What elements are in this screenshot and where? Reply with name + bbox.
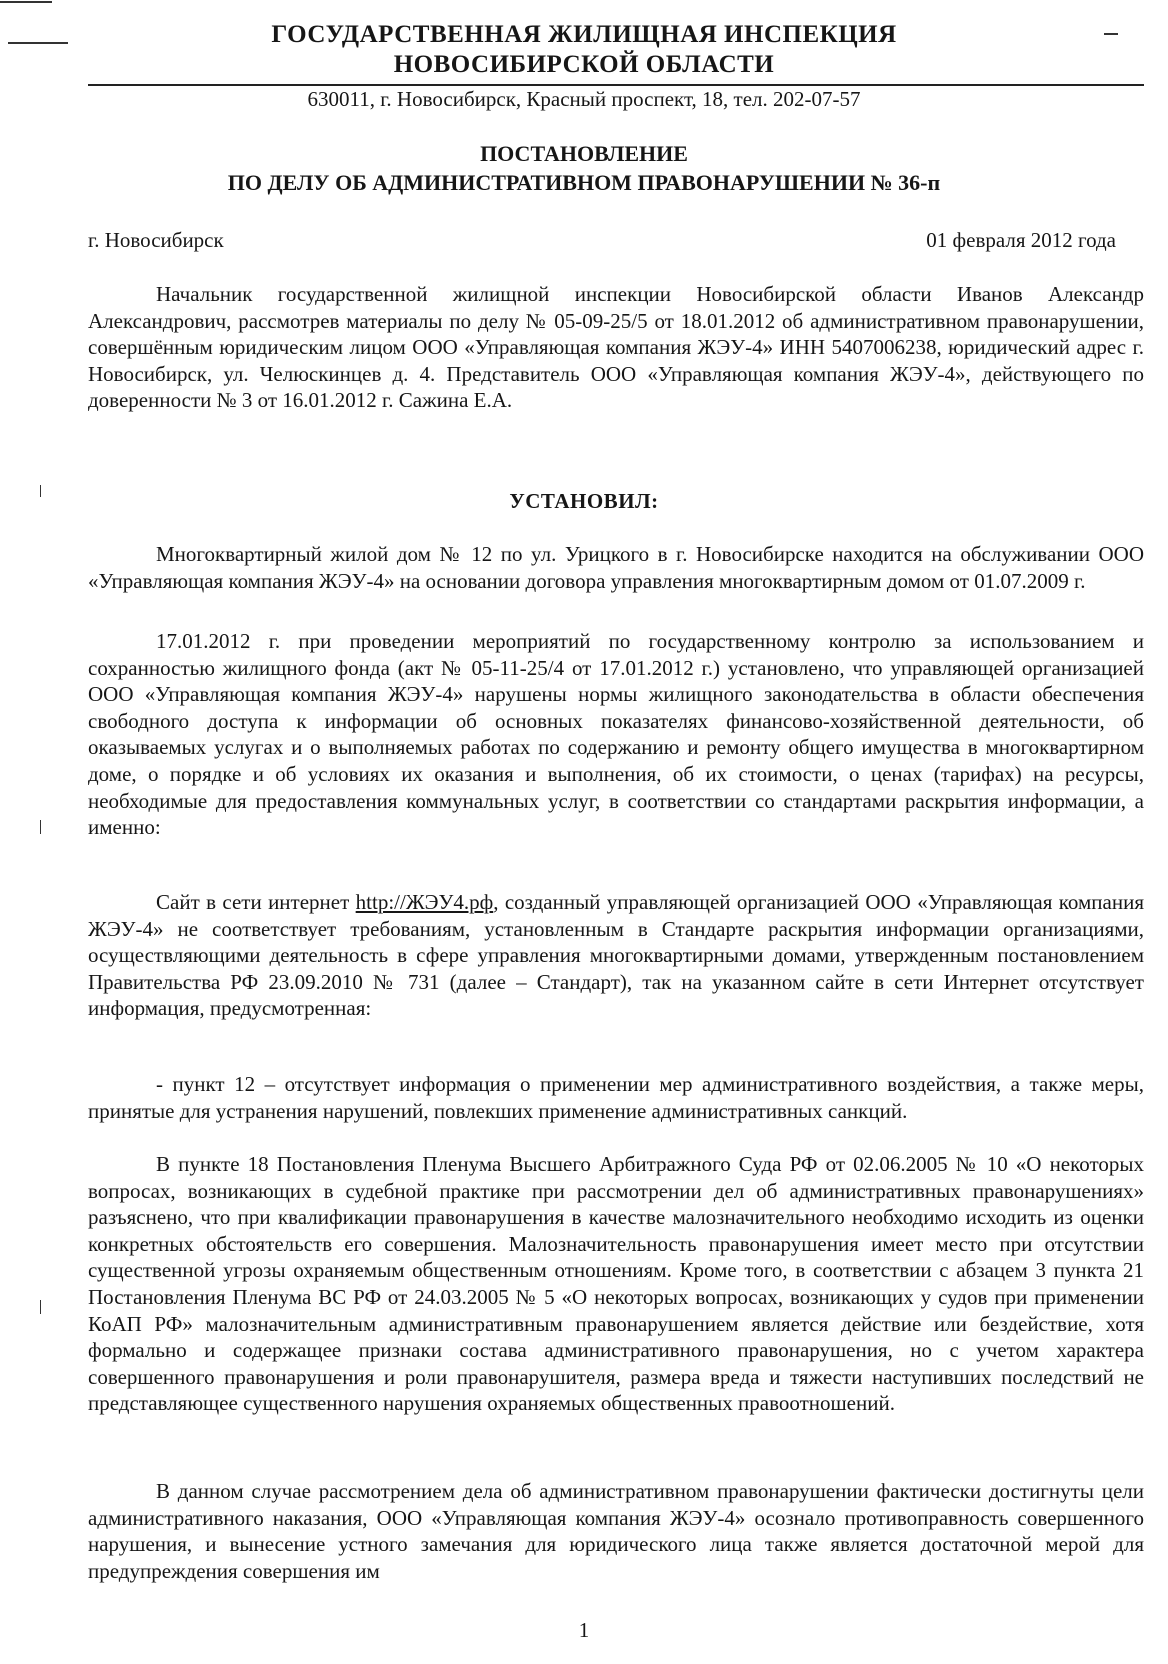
paragraph: 17.01.2012 г. при проведении мероприятий по государственному контролю за использованием и сохранностью жилищного фонда (акт № 05-11-25/4 от 17.01.2012 г.) установлено, что управляющей организацией ООО «Управляющая компания ЖЭУ-4» нарушены нормы жилищного законодательства в области обеспечения свободного доступа к информации об основных показателях финансово-хозяйственной деятельности, об оказываемых услугах и о выполняемых работах по содержанию и ремонту общего имущества в многоквартирном доме, о порядке и об условиях их оказания и выполнения, об их стоимости, о ценах (тарифах) на ресурсы, необходимые для предоставления коммунальных услуг, в соответствии со стандартами раскрытия информации, а именно:: [88, 629, 1144, 840]
scan-mark: [0, 1, 52, 3]
document-title: ПОСТАНОВЛЕНИЕ: [480, 141, 688, 166]
page-number: 1: [578, 1618, 590, 1642]
document-date: 01 февраля 2012 года: [926, 228, 1116, 252]
scan-mark: [40, 820, 41, 834]
section-heading: УСТАНОВИЛ:: [509, 489, 659, 513]
organization-name-line1: ГОСУДАРСТВЕННАЯ ЖИЛИЩНАЯ ИНСПЕКЦИЯ: [271, 21, 897, 48]
intro-paragraph: Начальник государственной жилищной инспекции Новосибирской области Иванов Александр Александрович, рассмотрев материалы по делу № 05-09-25/5 от 18.01.2012 об административном правонарушении, совершённым юридическим лицом ООО «Управляющая компания ЖЭУ-4» ИНН 5407006238, юридический адрес г. Новосибирск, ул. Челюскинцев д. 4. Представитель ООО «Управляющая компания ЖЭУ-4», действующего по доверенности № 3 от 16.01.2012 г. Сажина Е.А.: [88, 282, 1144, 413]
organization-name-line2: НОВОСИБИРСКОЙ ОБЛАСТИ: [393, 51, 775, 78]
place: г. Новосибирск: [88, 228, 224, 252]
paragraph-text: , созданный управляющей организацией ООО «Управляющая компания ЖЭУ-4» не соответствует требованиям, установленным в Стандарте раскрытия информации организациями, осуществляющими деятельность в сфере управления многоквартирными домами, утвержденным постановлением Правительства РФ 23.09.2010 № 731 (далее – Стандарт), так на указанном сайте в сети Интернет отсутствует информация, предусмотренная:: [88, 890, 1144, 1021]
paragraph: В данном случае рассмотрением дела об административном правонарушении фактически достигнуты цели административного наказания, ООО «Управляющая компания ЖЭУ-4» осознало противоправность совершенного нарушения, и вынесение устного замечания для юридического лица также является достаточной мерой для предупреждения совершения им: [88, 1479, 1144, 1583]
scan-mark: [40, 1300, 41, 1314]
document-subtitle: ПО ДЕЛУ ОБ АДМИНИСТРАТИВНОМ ПРАВОНАРУШЕНИИ № 36-п: [227, 170, 941, 195]
header-divider: [88, 84, 1144, 86]
organization-address: 630011, г. Новосибирск, Красный проспект, 18, тел. 202-07-57: [307, 87, 861, 111]
paragraph-text: Сайт в сети интернет: [156, 890, 356, 914]
paragraph: В пункте 18 Постановления Пленума Высшего Арбитражного Суда РФ от 02.06.2005 № 10 «О некоторых вопросах, возникающих в судебной практике при рассмотрении дел об административных правонарушениях» разъяснено, что при квалификации правонарушения в качестве малозначительного необходимо исходить из оценки конкретных обстоятельств его совершения. Малозначительность правонарушения имеет место при отсутствии существенной угрозы охраняемым общественным отношениям. Кроме того, в соответствии с абзацем 3 пункта 21 Постановления Пленума ВС РФ от 24.03.2005 № 5 «О некоторых вопросах, возникающих у судов при применении КоАП РФ» малозначительным административным правонарушением является действие или бездействие, хотя формально и содержащее признаки состава административного правонарушения, но с учетом характера совершенного правонарушения и роли правонарушителя, размера вреда и тяжести наступивших последствий не представляющее существенного нарушения охраняемых общественных правоотношений.: [88, 1152, 1144, 1416]
paragraph: Многоквартирный жилой дом № 12 по ул. Урицкого в г. Новосибирске находится на обслуживании ООО «Управляющая компания ЖЭУ-4» на основании договора управления многоквартирным домом от 01.07.2009 г.: [88, 542, 1144, 593]
website-link[interactable]: http://ЖЭУ4.рф: [355, 890, 494, 914]
paragraph: [88, 889, 1144, 1022]
paragraph: - пункт 12 – отсутствует информация о применении мер административного воздействия, а также меры, принятые для устранения нарушений, повлекших применение административных санкций.: [88, 1072, 1144, 1123]
